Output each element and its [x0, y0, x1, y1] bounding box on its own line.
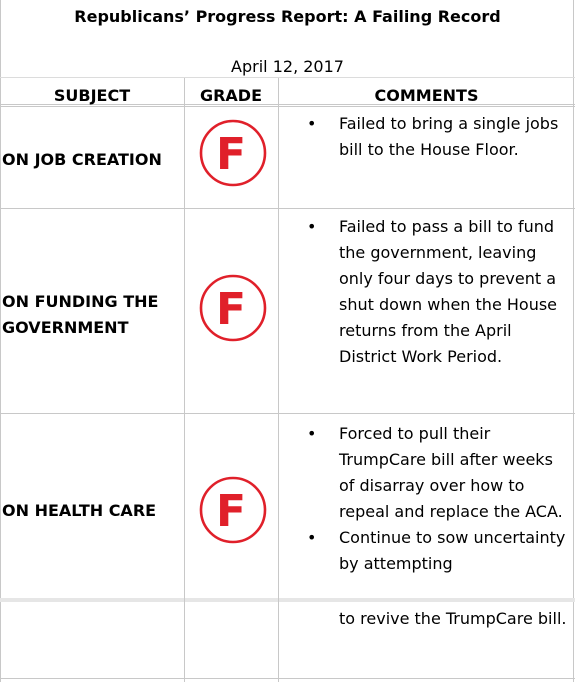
comments-list: [305, 421, 573, 577]
subject-line: GOVERNMENT: [2, 318, 129, 337]
header-subject: SUBJECT: [53, 86, 131, 105]
grade-f-icon: [195, 115, 271, 191]
grade-letter: F: [215, 486, 247, 537]
comment-item: • Continue to sow uncertainty by attempting: [305, 525, 573, 577]
comment-item: • Forced to pull their TrumpCare bill after weeks of disarray over how to repeal and replace the ACA.: [305, 421, 573, 525]
grade-f-icon: [195, 270, 271, 346]
comment-item: • Failed to pass a bill to fund the government, leaving only four days to prevent a shut down when the House returns from the April District Work Period.: [305, 214, 573, 370]
rule-below-title: [0, 77, 575, 78]
grade-f-icon: [195, 472, 271, 548]
subject-line: ON FUNDING THE: [2, 292, 159, 311]
page-break-band: [0, 598, 575, 602]
page-title: Republicans’ Progress Report: A Failing Record: [74, 7, 501, 26]
subject-health-care: ON HEALTH CARE: [2, 501, 157, 520]
rule-row2-bottom: [0, 413, 575, 414]
header-comments: COMMENTS: [374, 86, 479, 105]
rule-bottom: [0, 678, 575, 679]
comment-item: • Failed to bring a single jobs bill to the House Floor.: [305, 111, 573, 163]
grade-letter: F: [215, 284, 247, 335]
comments-list: [305, 111, 573, 163]
col-divider-2: [278, 78, 279, 682]
comments-list: [305, 214, 573, 370]
comment-continuation: to revive the TrumpCare bill.: [339, 609, 567, 628]
report-date: April 12, 2017: [231, 57, 344, 76]
col-divider-1: [184, 78, 185, 682]
rule-row1-bottom: [0, 208, 575, 209]
grade-letter: F: [215, 129, 247, 180]
header-grade: GRADE: [199, 86, 263, 105]
subject-funding-government: [2, 289, 158, 341]
subject-job-creation: ON JOB CREATION: [2, 150, 162, 169]
rule-below-header: [0, 106, 575, 107]
